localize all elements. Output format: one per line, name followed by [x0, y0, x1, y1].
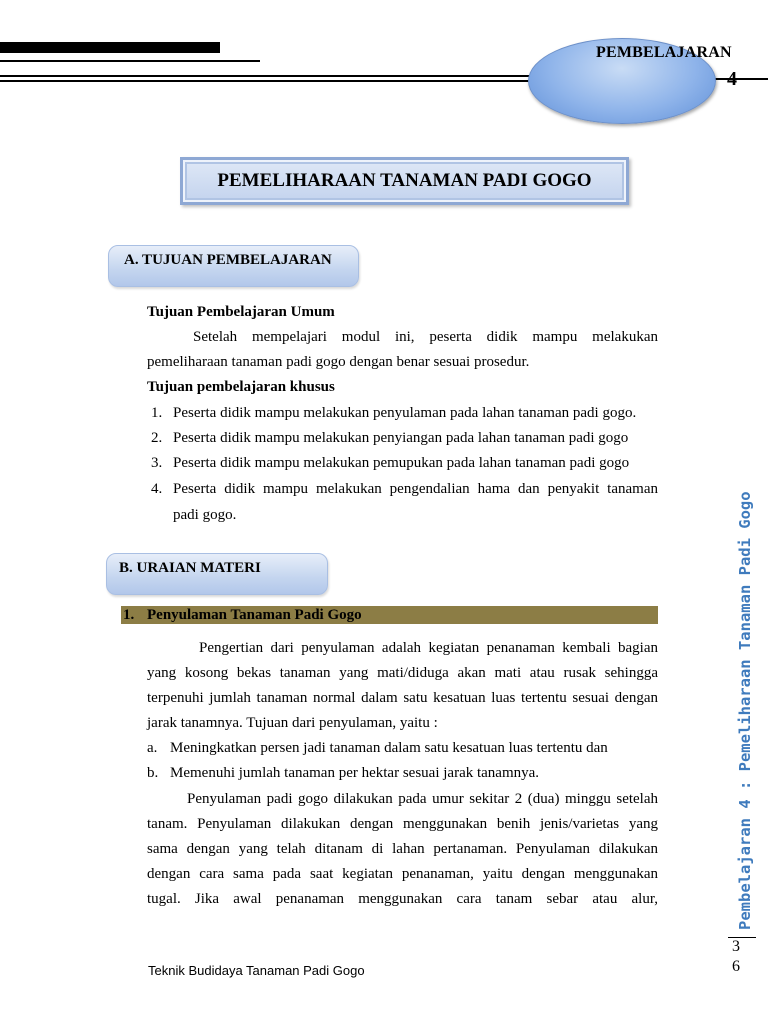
list-item: Peserta didik mampu melakukan pengendalian hama dan penyakit tanaman	[173, 481, 658, 497]
header-thick-bar	[0, 42, 220, 53]
list-item-number: 3.	[151, 455, 163, 471]
list-item: Peserta didik mampu melakukan penyiangan pada lahan tanaman padi gogo	[173, 430, 629, 446]
footer-text: Teknik Budidaya Tanaman Padi Gogo	[148, 963, 365, 978]
subsection-number: 1.	[123, 607, 135, 623]
list-item: Memenuhi jumlah tanaman per hektar sesuai jarak tanamnya.	[170, 765, 540, 781]
list-item: Meningkatkan persen jadi tanaman dalam satu kesatuan luas tertentu dan	[170, 740, 608, 756]
paragraph-2-line: dengan cara sama pada saat kegiatan penanaman, yaitu dengan menggunakan	[147, 866, 658, 882]
paragraph-1-line: Pengertian dari penyulaman adalah kegiatan penanaman kembali bagian	[199, 640, 658, 656]
chapter-label: PEMBELAJARAN	[596, 44, 732, 61]
list-item: Peserta didik mampu melakukan pemupukan pada lahan tanaman padi gogo	[173, 455, 630, 471]
tujuan-umum-line-1: Setelah mempelajari modul ini, peserta didik mampu melakukan	[193, 329, 658, 345]
list-item-number: 4.	[151, 481, 163, 497]
header-thin-rule	[0, 60, 260, 62]
paragraph-1-line: terpenuhi jumlah tanaman normal dalam satu kesatuan luas tertentu sesuai dengan	[147, 690, 658, 706]
section-b-heading: B. URAIAN MATERI	[119, 560, 261, 576]
tujuan-umum-heading: Tujuan Pembelajaran Umum	[147, 304, 335, 320]
list-item-letter: a.	[147, 740, 158, 756]
page-title	[180, 157, 629, 205]
subsection-title: Penyulaman Tanaman Padi Gogo	[147, 607, 362, 623]
section-a-heading: A. TUJUAN PEMBELAJARAN	[124, 252, 332, 268]
paragraph-2-line: tanam. Penyulaman dilakukan dengan menggunakan benih jenis/varietas yang	[147, 816, 658, 832]
list-item-number: 2.	[151, 430, 163, 446]
paragraph-2-line: sama dengan yang telah ditanam di lahan pertanaman. Penyulaman dilakukan	[147, 841, 658, 857]
tujuan-umum-line-2: pemeliharaan tanaman padi gogo dengan benar sesuai prosedur.	[147, 354, 530, 370]
list-item-continuation: padi gogo.	[173, 507, 237, 523]
list-item-letter: b.	[147, 765, 159, 781]
header-double-rule-top	[0, 75, 530, 77]
tujuan-khusus-heading: Tujuan pembelajaran khusus	[147, 379, 335, 395]
page-number-top: 3	[732, 938, 740, 955]
header-double-rule-bottom	[0, 80, 530, 82]
list-item-number: 1.	[151, 405, 163, 421]
paragraph-2-line: Penyulaman padi gogo dilakukan pada umur sekitar 2 (dua) minggu setelah	[187, 791, 658, 807]
paragraph-2-line: tugal. Jika awal penanaman menggunakan cara tanam sebar atau alur,	[147, 891, 658, 907]
chapter-number: 4	[727, 68, 737, 90]
page-title-text: PEMELIHARAAN TANAMAN PADI GOGO	[217, 170, 592, 191]
side-chapter-label: Pembelajaran 4 : Pemeliharaan Tanaman Padi Gogo	[736, 491, 754, 930]
list-item: Peserta didik mampu melakukan penyulaman pada lahan tanaman padi gogo.	[173, 405, 637, 421]
paragraph-1-line: jarak tanamnya. Tujuan dari penyulaman, yaitu :	[147, 715, 438, 731]
paragraph-1-line: yang kosong bekas tanaman yang mati/diduga akan mati atau rusak sehingga	[147, 665, 658, 681]
page-number-bottom: 6	[732, 958, 740, 975]
